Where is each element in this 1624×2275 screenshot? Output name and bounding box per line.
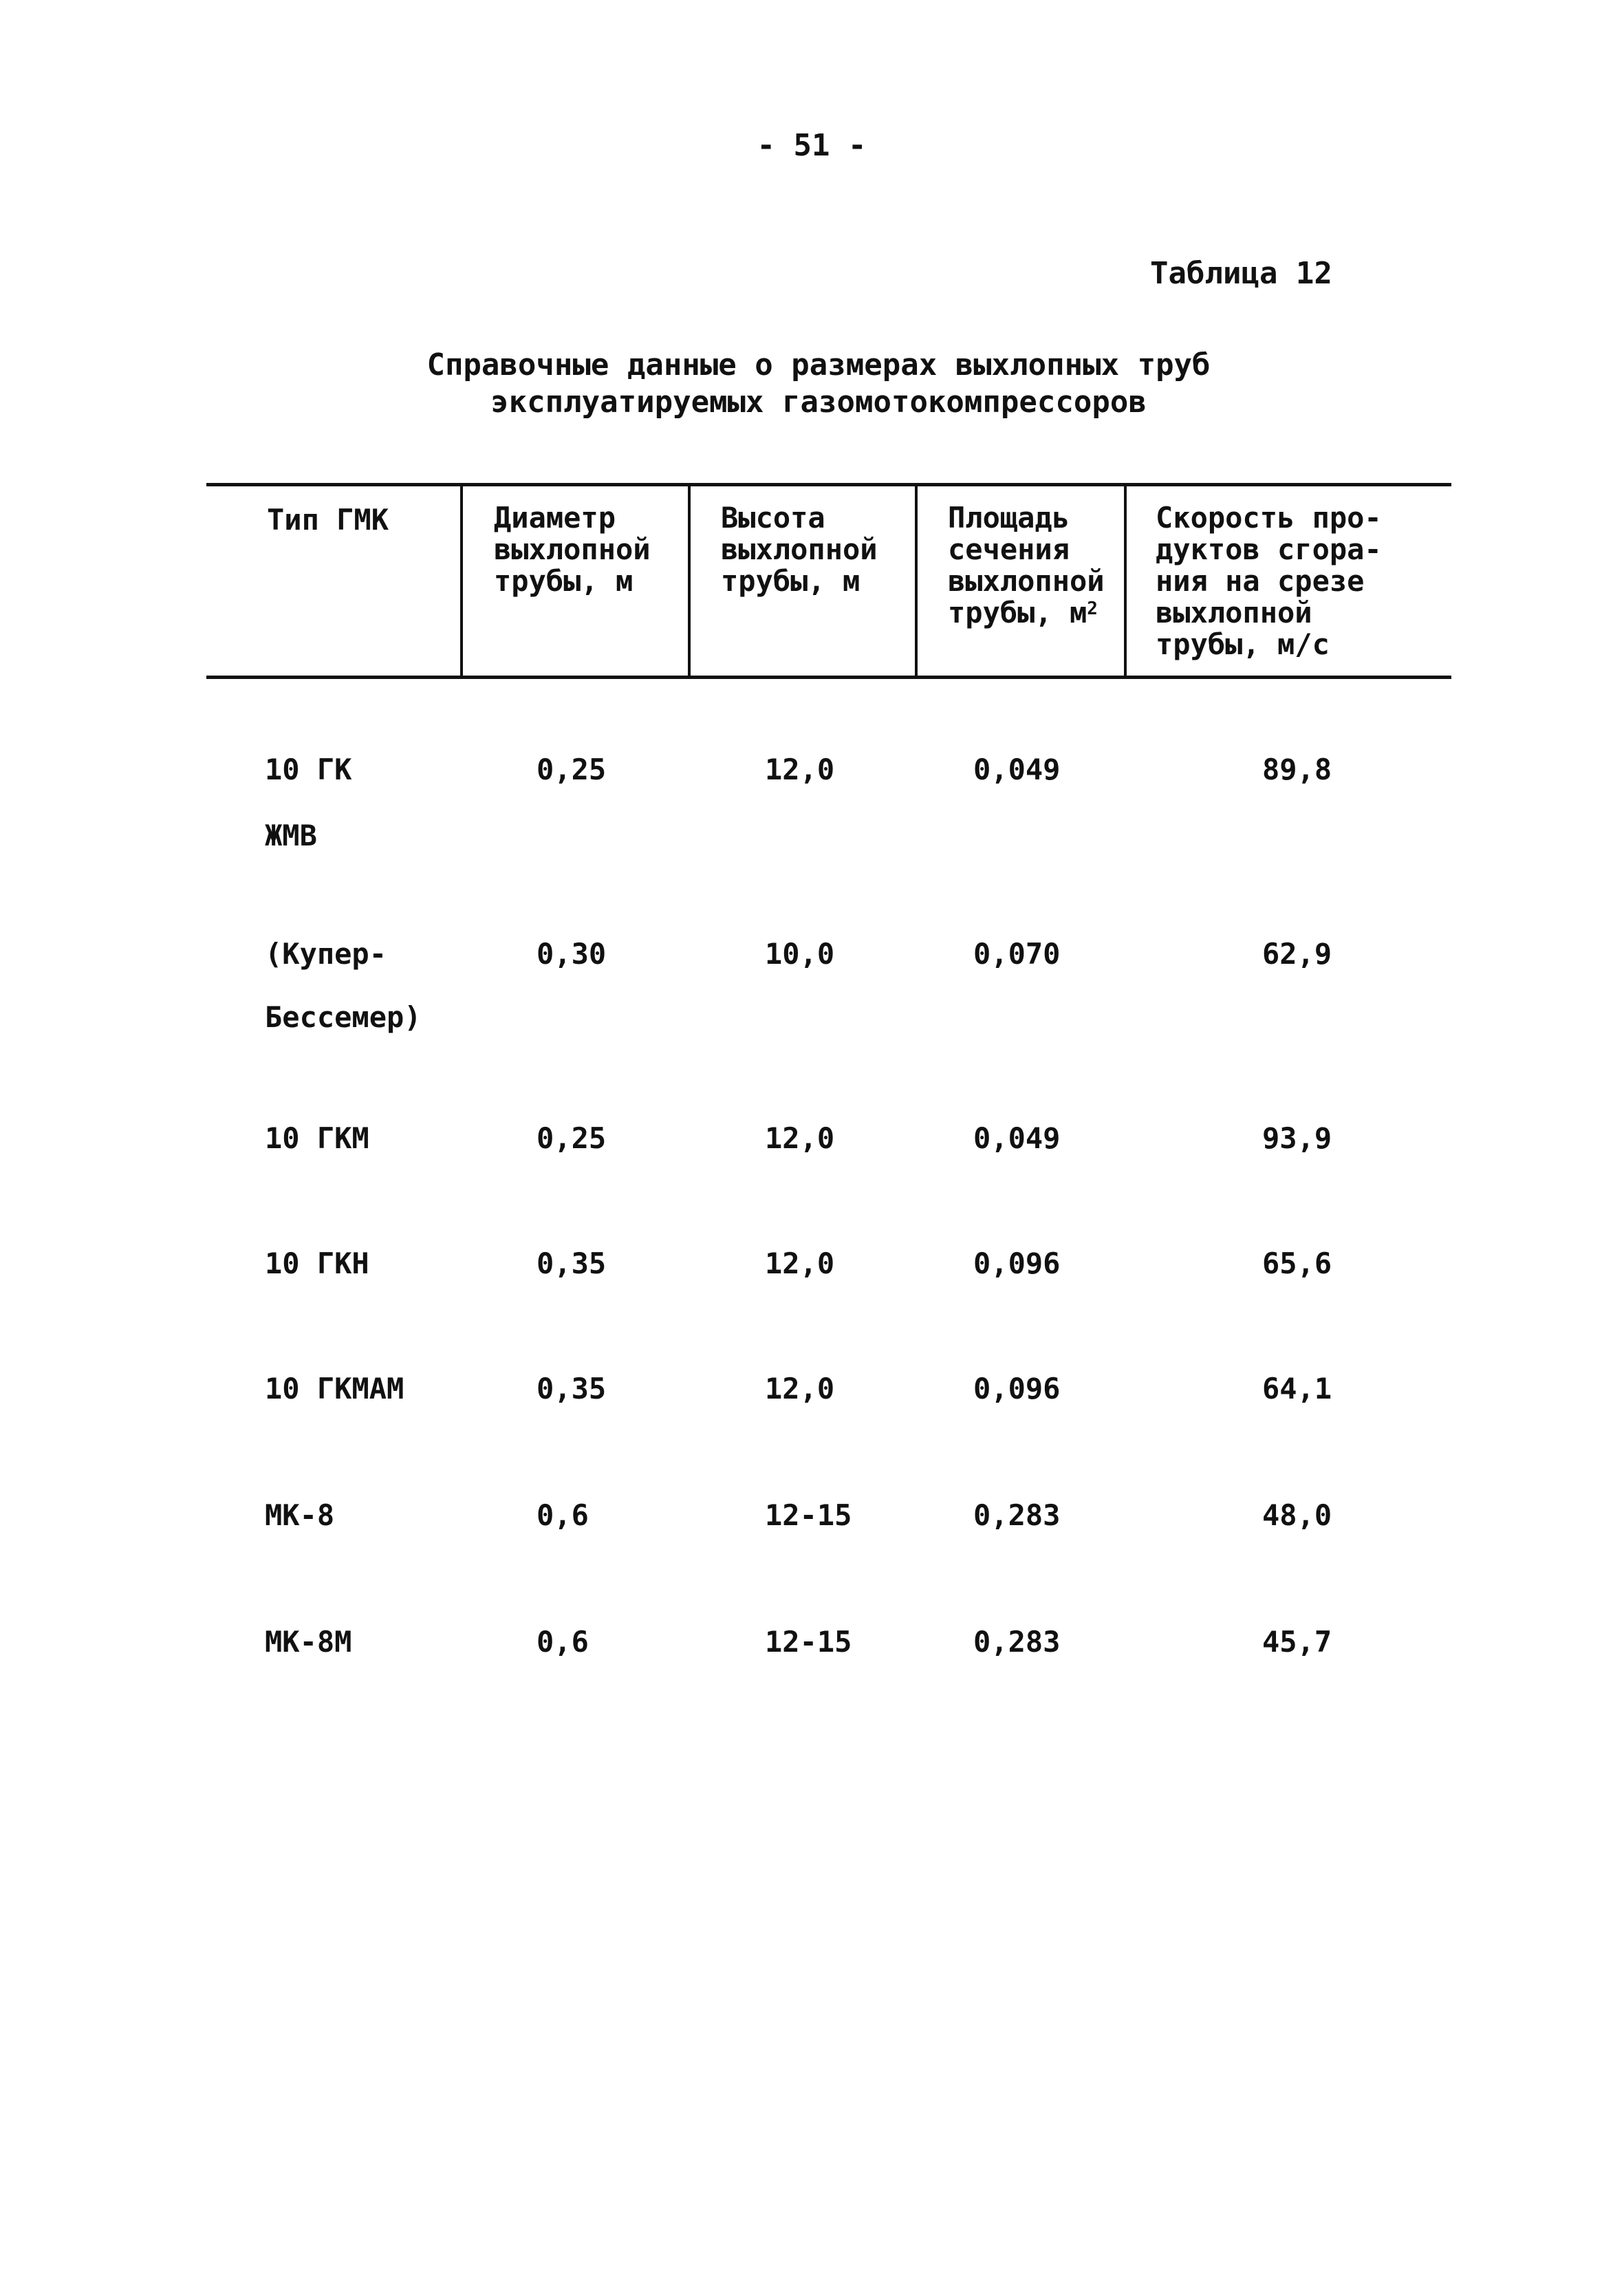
header-area-unit-text: трубы, м (948, 596, 1087, 629)
header-speed-line: выхлопной (1156, 596, 1312, 629)
cell-diameter: 0,25 (537, 1121, 607, 1155)
header-diameter-line: Диаметр (494, 501, 616, 535)
cell-speed: 93,9 (1262, 1121, 1332, 1155)
cell-type: (Купер- (265, 937, 387, 971)
cell-speed: 65,6 (1262, 1247, 1332, 1280)
cell-speed: 64,1 (1262, 1372, 1332, 1405)
cell-type: 10 ГКМАМ (265, 1372, 404, 1405)
cell-height: 12,0 (765, 1247, 835, 1280)
cell-height: 12-15 (765, 1498, 852, 1532)
cell-height: 12,0 (765, 753, 835, 786)
cell-speed: 62,9 (1262, 937, 1332, 971)
table-title-line-2: эксплуатируемых газомотокомпрессоров (490, 385, 1147, 420)
cell-height: 12-15 (765, 1625, 852, 1659)
header-height (721, 502, 878, 597)
cell-diameter: 0,6 (537, 1625, 589, 1659)
header-area-line: сечения (948, 532, 1070, 566)
header-diameter (494, 502, 651, 597)
cell-speed: 89,8 (1262, 753, 1332, 786)
header-speed-line: трубы, м/с (1156, 627, 1330, 661)
cell-area: 0,070 (973, 937, 1061, 971)
header-area-line: выхлопной (948, 564, 1105, 598)
header-area-line: Площадь (948, 501, 1070, 535)
cell-area: 0,096 (973, 1247, 1061, 1280)
cell-speed: 45,7 (1262, 1625, 1332, 1659)
cell-area: 0,283 (973, 1498, 1061, 1532)
header-height-line: выхлопной (721, 532, 878, 566)
header-height-line: трубы, м (721, 564, 860, 598)
cell-diameter: 0,35 (537, 1247, 607, 1280)
cell-diameter: 0,30 (537, 937, 607, 971)
header-speed-line: ния на срезе (1156, 564, 1365, 598)
table-title (275, 347, 1362, 421)
header-speed-line: дуктов сгора- (1156, 532, 1382, 566)
cell-height: 12,0 (765, 1121, 835, 1155)
column-divider (688, 486, 691, 677)
cell-diameter: 0,25 (537, 753, 607, 786)
header-type-line: Тип ГМК (267, 503, 389, 537)
table-header-bottom-rule (206, 676, 1451, 679)
cell-type-continued: ЖМВ (265, 819, 317, 852)
cell-height: 12,0 (765, 1372, 835, 1405)
header-speed-line: Скорость про- (1156, 501, 1382, 535)
area-unit-exponent: 2 (1087, 599, 1098, 619)
cell-type: 10 ГК (265, 753, 352, 786)
table-label: Таблица 12 (1150, 256, 1332, 291)
header-height-line: Высота (721, 501, 825, 535)
cell-area: 0,283 (973, 1625, 1061, 1659)
cell-diameter: 0,6 (537, 1498, 589, 1532)
column-divider (460, 486, 463, 677)
cell-area: 0,049 (973, 753, 1061, 786)
column-divider (915, 486, 918, 677)
cell-type: МК-8М (265, 1625, 352, 1659)
cell-height: 10,0 (765, 937, 835, 971)
header-diameter-line: выхлопной (494, 532, 651, 566)
cell-speed: 48,0 (1262, 1498, 1332, 1532)
page-number: - 51 - (757, 128, 867, 163)
cell-type: 10 ГКН (265, 1247, 369, 1280)
cell-area: 0,096 (973, 1372, 1061, 1405)
cell-type-continued: Бессемер) (265, 1000, 422, 1034)
table-title-line-1: Справочные данные о размерах выхлопных труб (426, 347, 1211, 382)
column-divider (1124, 486, 1127, 677)
header-area-line (948, 597, 1105, 629)
cell-diameter: 0,35 (537, 1372, 607, 1405)
cell-area: 0,049 (973, 1121, 1061, 1155)
header-speed (1156, 502, 1382, 660)
header-diameter-line: трубы, м (494, 564, 634, 598)
table-top-rule (206, 483, 1451, 486)
header-type (267, 504, 389, 536)
cell-type: 10 ГКМ (265, 1121, 369, 1155)
header-area (948, 502, 1105, 629)
cell-type: МК-8 (265, 1498, 335, 1532)
